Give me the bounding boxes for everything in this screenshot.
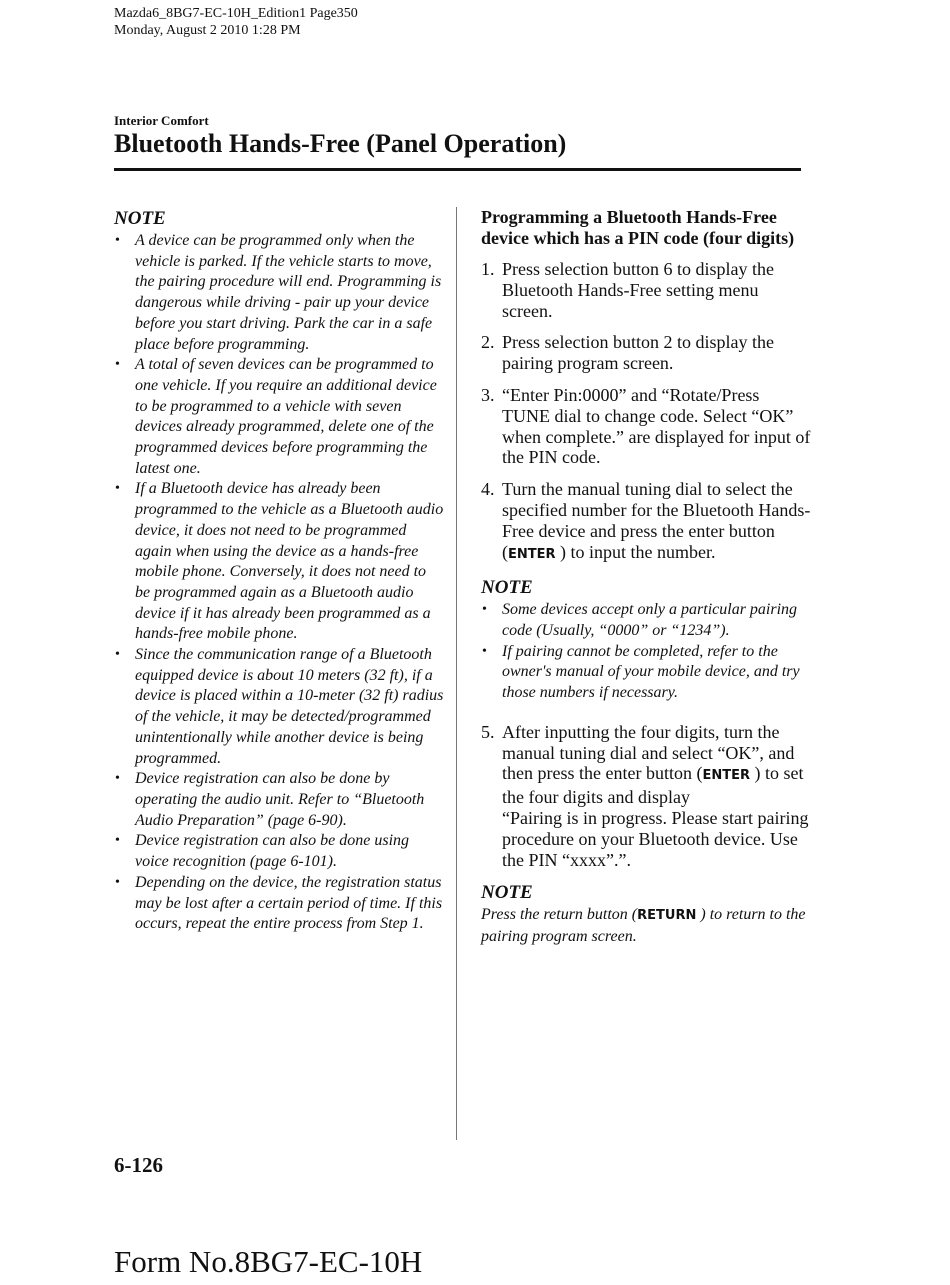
note-item — [481, 600, 811, 641]
step-text: Press selection button 6 to display the Bluetooth Hands-Free setting menu screen. — [502, 259, 774, 321]
step-item — [481, 259, 811, 321]
right-column — [481, 207, 811, 948]
note-heading: NOTE — [481, 882, 533, 904]
note-text: If a Bluetooth device has already been programmed to the vehicle as a Bluetooth audio device, it does not need to be programmed again when using the device as a hands-free mobile phone. Conversely, it does not need to be programmed again as a Bluetooth audio device if it has already been programmed as a hands-free mobile phone. — [135, 480, 444, 643]
bullet-icon: • — [115, 771, 120, 787]
bullet-icon: • — [115, 874, 120, 890]
bullet-icon: • — [115, 647, 120, 663]
form-number: Form No.8BG7-EC-10H — [114, 1244, 423, 1279]
step-item — [481, 332, 811, 374]
note-item — [114, 831, 444, 872]
note-text-post: ) to return to the pairing program screen. — [481, 906, 806, 946]
note-heading: NOTE — [114, 208, 166, 229]
note-item — [114, 873, 444, 935]
step-number: 5. — [481, 721, 495, 742]
note-text: A total of seven devices can be programmed to one vehicle. If you require an additional device to be programmed to a vehicle with seven devices already programmed, delete one of the programmed devices before programming the latest one. — [135, 356, 437, 477]
note-text-pre: Press the return button ( — [481, 906, 638, 924]
note-list — [114, 231, 444, 935]
note-text: A device can be programmed only when the vehicle is parked. If the vehicle starts to move, the pairing procedure will end. Programming is dangerous while driving - pair up your device before you start driving. Park the car in a safe place before programming. — [135, 232, 442, 353]
step-item — [481, 385, 811, 468]
bullet-icon: • — [115, 481, 120, 497]
step-text: After inputting the four digits, turn the manual tuning dial and select “OK”, and then press the enter button ( — [502, 721, 795, 784]
note-text: If pairing cannot be completed, refer to the owner's manual of your mobile device, and try those numbers if necessary. — [502, 642, 800, 702]
step-list — [481, 722, 811, 871]
step-text: “Enter Pin:0000” and “Rotate/Press TUNE dial to change code. Select “OK” when complete.” are displayed for input of the PIN code. — [502, 384, 811, 468]
step-text: Press selection button 2 to display the pairing program screen. — [502, 332, 774, 374]
meta-line-2: Monday, August 2 2010 1:28 PM — [114, 23, 301, 38]
note-text: Since the communication range of a Bluetooth equipped device is about 10 meters (32 ft), if a device is placed within a 10-meter (32 ft) radius of the vehicle, it may be detected/programmed unintentionally while another device is being programmed. — [135, 646, 444, 767]
step-text: ) to set the four digits and display — [502, 763, 804, 808]
note-heading: NOTE — [481, 577, 533, 599]
note-text: Some devices accept only a particular pairing code (Usually, “0000” or “1234”). — [502, 601, 798, 640]
column-divider — [456, 207, 457, 1140]
note-item — [114, 645, 444, 769]
note-block-return — [481, 881, 811, 947]
bullet-icon: • — [115, 233, 120, 248]
note-text: Device registration can also be done by operating the audio unit. Refer to “Bluetooth Audio Preparation” (page 6-90). — [135, 770, 425, 829]
note-item — [114, 769, 444, 831]
step-text: “Pairing is in progress. Please start pairing procedure on your Bluetooth device. Use the PIN “xxxx”.”. — [502, 808, 809, 870]
enter-button-label: ENTER — [508, 546, 556, 562]
bullet-icon: • — [482, 643, 487, 659]
step-text: Turn the manual tuning dial to select the specified number for the Bluetooth Hands-Free device and press the enter button ( — [502, 479, 811, 562]
note-item — [114, 231, 444, 355]
note-item — [481, 642, 811, 704]
step-item — [481, 722, 811, 871]
note-text: Device registration can also be done using voice recognition (page 6-101). — [135, 832, 410, 871]
page-number: 6-126 — [114, 1153, 163, 1177]
bullet-icon: • — [115, 357, 120, 373]
note-list — [481, 600, 811, 704]
left-column — [114, 207, 444, 935]
page-title: Bluetooth Hands-Free (Panel Operation) — [114, 129, 567, 158]
step-text: ) to input the number. — [555, 541, 716, 562]
note-text — [481, 905, 811, 947]
document-meta — [114, 5, 358, 39]
meta-line-1: Mazda6_8BG7-EC-10H_Edition1 Page350 — [114, 6, 358, 21]
note-block-pin — [481, 576, 811, 704]
bullet-icon: • — [115, 833, 120, 849]
bullet-icon: • — [482, 602, 487, 618]
note-item — [114, 479, 444, 645]
note-text: Depending on the device, the registration status may be lost after a certain period of time. If this occurs, repeat the entire process from Step 1. — [135, 873, 443, 933]
step-number: 3. — [481, 384, 495, 405]
step-number: 2. — [481, 332, 495, 353]
return-button-label: RETURN — [637, 908, 697, 924]
procedure-heading: Programming a Bluetooth Hands-Free device which has a PIN code (four digits) — [481, 207, 795, 248]
note-item — [114, 355, 444, 479]
step-number: 4. — [481, 479, 495, 500]
section-label: Interior Comfort — [114, 113, 209, 128]
title-rule — [114, 168, 801, 171]
enter-button-label: ENTER — [702, 768, 750, 784]
step-list — [481, 259, 811, 565]
step-number: 1. — [481, 259, 495, 279]
step-item — [481, 479, 811, 565]
